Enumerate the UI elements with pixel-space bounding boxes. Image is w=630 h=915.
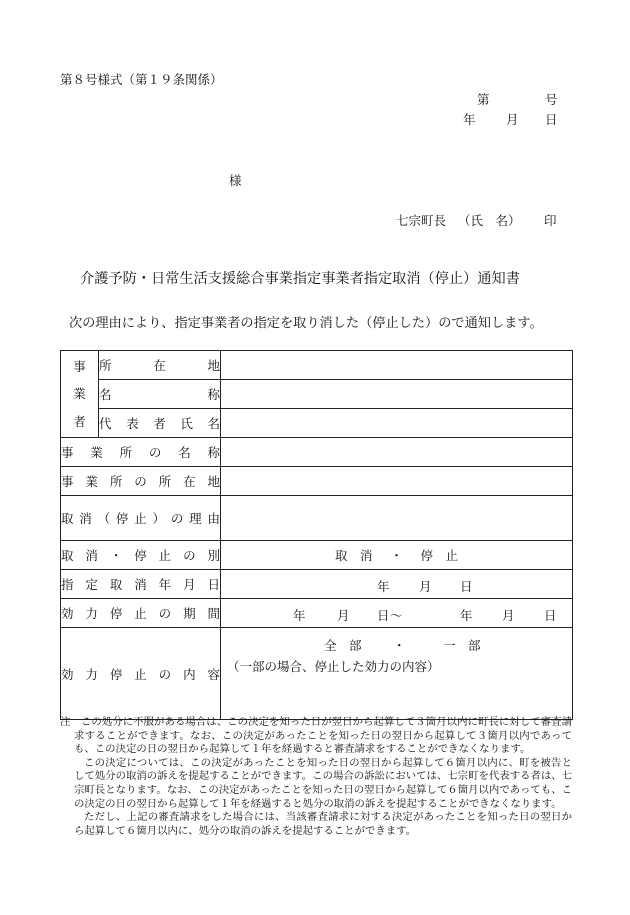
date-day: 日 bbox=[545, 112, 558, 127]
type-cancel: 取 消 bbox=[335, 548, 373, 563]
note-prefix: 注 bbox=[60, 716, 71, 728]
group-char-3: 者 bbox=[73, 413, 86, 429]
content-all: 全 部 bbox=[324, 638, 362, 653]
type-label: 取消・停止の別 bbox=[61, 541, 221, 570]
table-row bbox=[61, 541, 573, 570]
office-location-label: 事業所の所在地 bbox=[61, 467, 221, 496]
office-name-value bbox=[221, 438, 573, 467]
content-note: （一部の場合、停止した効力の内容） bbox=[227, 659, 440, 674]
type-value bbox=[221, 541, 573, 570]
office-name-label: 事業所の名称 bbox=[61, 438, 221, 467]
table-row bbox=[61, 628, 573, 720]
cancel-date-day: 日 bbox=[460, 579, 473, 594]
period-end-day: 日 bbox=[544, 608, 557, 623]
date-year: 年 bbox=[463, 112, 476, 127]
table-row bbox=[61, 438, 573, 467]
period-end-month: 月 bbox=[502, 608, 515, 623]
notice-table bbox=[60, 350, 573, 720]
addressee-suffix: 様 bbox=[229, 173, 242, 188]
table-row bbox=[61, 599, 573, 628]
note-paragraph-1: 注 この処分に不服がある場合は、この決定を知った日が翌日から起算して３箇月以内に町長に対して審査請求することができます。なお、この決定があったことを知った日の翌日から起算して３箇月以内であっても、この決定の日の翌日から起算して１年を経過すると審査請求をすることができなくなります。 bbox=[60, 716, 573, 756]
document-title: 介護予防・日常生活支援総合事業指定事業者指定取消（停止）通知書 bbox=[80, 271, 520, 287]
suspension-content-label: 効力停止の内容 bbox=[61, 628, 221, 720]
issuer-title: 七宗町長 bbox=[396, 213, 447, 228]
name-value bbox=[221, 380, 573, 409]
period-start-year: 年 bbox=[293, 608, 306, 623]
doc-number-suffix: 号 bbox=[545, 92, 558, 107]
type-separator: ・ bbox=[390, 548, 403, 563]
group-char-1: 事 bbox=[73, 358, 86, 374]
table-row bbox=[61, 409, 573, 438]
table-row bbox=[61, 496, 573, 541]
group-char-2: 業 bbox=[73, 386, 86, 402]
content-part: 一 部 bbox=[443, 638, 481, 653]
issuer-name: （氏 名） bbox=[458, 213, 521, 228]
suspension-period-value bbox=[221, 599, 573, 628]
doc-number-prefix: 第 bbox=[477, 92, 490, 107]
suspension-period-label: 効力停止の期間 bbox=[61, 599, 221, 628]
notes-section bbox=[60, 716, 572, 838]
business-operator-label bbox=[61, 351, 99, 438]
cancel-date-year: 年 bbox=[377, 579, 390, 594]
representative-value bbox=[221, 409, 573, 438]
note-paragraph-2: この決定については、この決定があったことを知った日の翌日から起算して６箇月以内に、町を被告として処分の取消の訴えを提起することができます。この場合の訴訟においては、七宗町を代表する者は、七宗町長となります。なお、この決定があったことを知った日の翌日から起算して６箇月以内であっても、この決定の日の翌日から起算して１年を経過すると処分の取消の訴えを提起することができなくなります。 bbox=[74, 756, 572, 810]
table-row bbox=[61, 380, 573, 409]
suspension-content-value bbox=[221, 628, 573, 720]
type-suspend: 停 止 bbox=[420, 548, 458, 563]
reason-label: 取消（停止）の理由 bbox=[61, 496, 221, 541]
reason-value bbox=[221, 496, 573, 541]
period-end-year: 年 bbox=[460, 608, 473, 623]
representative-label: 代表者氏名 bbox=[99, 409, 221, 438]
intro-text: 次の理由により、指定事業者の指定を取り消した（停止した）ので通知します。 bbox=[69, 316, 543, 331]
location-label: 所在地 bbox=[99, 351, 221, 380]
date-month: 月 bbox=[506, 112, 519, 127]
period-start-day: 日 bbox=[377, 608, 390, 623]
issuer-seal: 印 bbox=[544, 213, 557, 228]
table-row bbox=[61, 467, 573, 496]
cancel-date-value bbox=[221, 570, 573, 599]
cancel-date-label: 指定取消年月日 bbox=[61, 570, 221, 599]
period-start-month: 月 bbox=[337, 608, 350, 623]
office-location-value bbox=[221, 467, 573, 496]
note-paragraph-3: ただし、上記の審査請求をした場合には、当該審査請求に対する決定があったことを知った日の翌日から起算して６箇月以内に、処分の取消の訴えを提起することができます。 bbox=[74, 811, 572, 837]
content-separator: ・ bbox=[393, 638, 406, 653]
table-row bbox=[61, 351, 573, 380]
name-label: 名称 bbox=[99, 380, 221, 409]
period-tilde: 〜 bbox=[390, 608, 403, 623]
location-value bbox=[221, 351, 573, 380]
form-number: 第８号様式（第１９条関係） bbox=[60, 72, 223, 87]
cancel-date-month: 月 bbox=[419, 579, 432, 594]
table-row bbox=[61, 570, 573, 599]
